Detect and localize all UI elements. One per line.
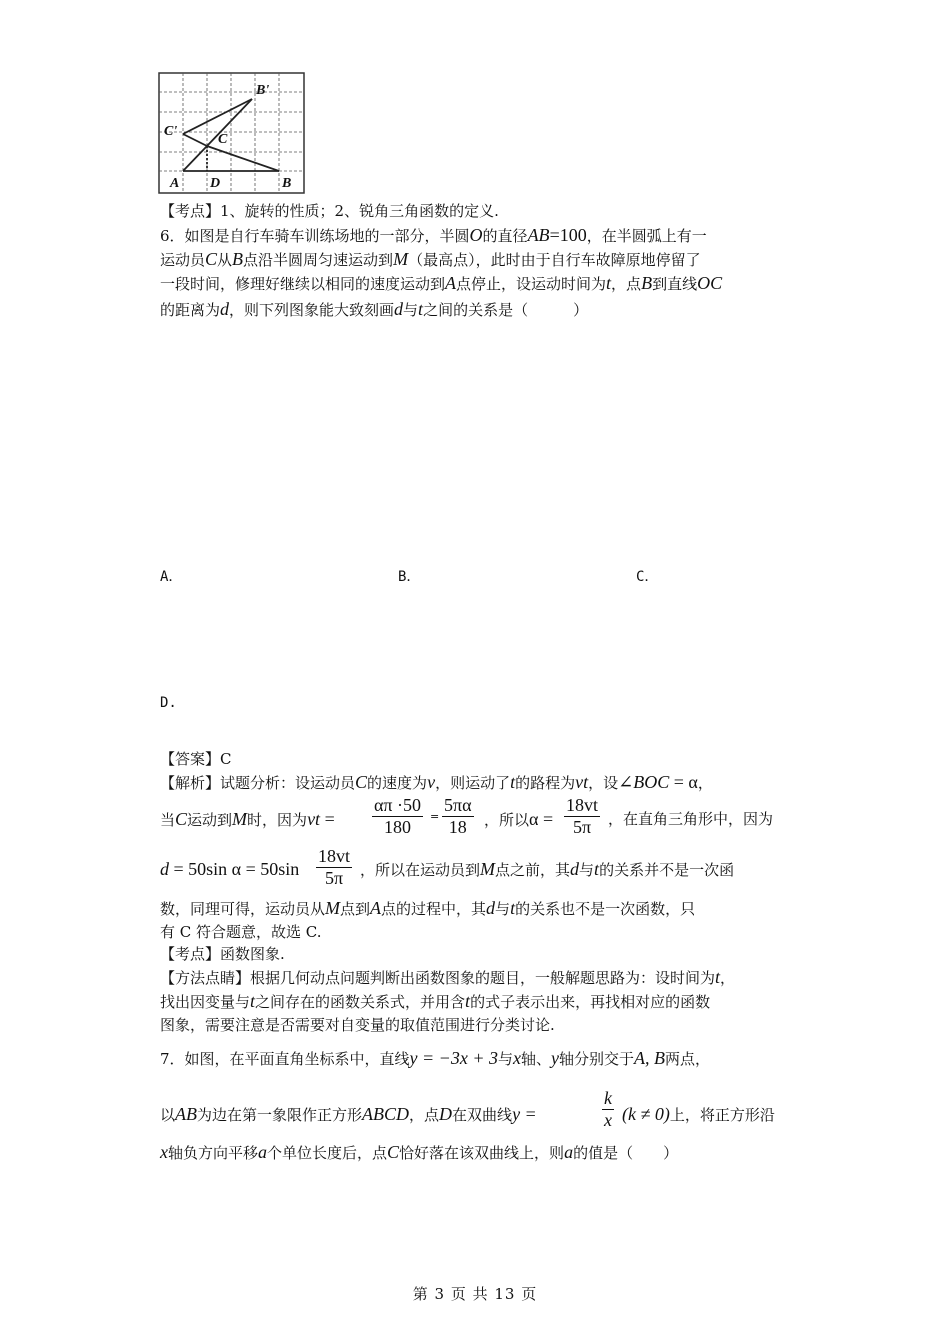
label-B: B bbox=[282, 176, 292, 191]
analysis-line-1: 【解析】试题分析：设运动员C的速度为v，则运动了t的路程为vt，设∠BOC = α， bbox=[160, 772, 713, 792]
answer-value: C bbox=[220, 750, 232, 768]
analysis-line-4: 数，同理可得，运动员从M点到A点的过程中，其d与t的关系也不是一次函数，只 bbox=[160, 898, 696, 918]
q6-line-2: 运动员C从B点沿半圆周匀速运动到M（最高点），此时由于自行车故障原地停留了 bbox=[160, 249, 701, 269]
label-D: D bbox=[210, 176, 221, 191]
document-page: A D B C C' B' 【考点】1、旋转的性质；2、锐角三角函数的定义. 6．如图是自行车骑车训练场地的一部分，半圆O的直径AB=100，在半圆弧上有一 运动员C从B点沿半圆周匀速运动到M（最高点），此时由于自行车故障原地停留了 一段时间，修理好继续以相同的速度运动到A点停止，设运动时间为t，点B到直线OC 的距离为d，则下列图象能大致刻画d与t之间的关系是（ ） A． B． C． D. 【答案】C 【解析】试题分析：设运动员C的速度为v，则运动了t的路程为vt，设∠BOC = α， 当C运动到M时，因为vt = $\frac{\alpha\pi \cdot 50}{180}$ = $\frac{5\pi\alpha}{18}$ ，所以α = $\frac{18vt}{5\pi}$ ，在直角三角形中，因为 d = 50sin α = 50sin $\frac{18vt}{5\pi}$ ，所以在运动员到M点之前，其d与t的关系并不是一次函 数，同理可得，运动员从M点到A点的过程中，其d与t的关系也不是一次函数，只 有 C 符合题意，故选 C. 【考点】函数图象. 【方法点睛】根据几何动点问题判断出函数图象的题目，一般解题思路为：设时间为t， 找出因变量与t之间存在的函数关系式，并用含t的式子表示出来，再找相对应的函数 图象，需要注意是否需要对自变量的取值范围进行分类讨论. 7．如图，在平面直角坐标系中，直线y = −3x + 3与x轴、y轴分别交于A, B两点， 以AB为边在第一象限作正方形ABCD，点D在双曲线y = $\frac{k}{x}$ (k ≠ 0)上，将正方形沿 x轴负方向平移a个单位长度后，点C恰好落在该双曲线上，则a的值是（ ） 第 3 页 共 13 页 bbox=[0, 0, 950, 1344]
q7-line-1: 7．如图，在平面直角坐标系中，直线y = −3x + 3与x轴、y轴分别交于A, B两点， bbox=[160, 1048, 711, 1068]
analysis-line-2: 当C运动到M时，因为vt = bbox=[160, 809, 335, 829]
q6-line-4: 的距离为d，则下列图象能大致刻画d与t之间的关系是（ ） bbox=[160, 299, 589, 319]
fraction-k-over-x: $\frac{k}{x}$ bbox=[604, 1088, 612, 1130]
fraction-2: $\frac{5\pi\alpha}{18}$ bbox=[444, 795, 472, 837]
fraction-1: $\frac{\alpha\pi \cdot 50}{180}$ bbox=[374, 795, 422, 837]
method-line-2: 找出因变量与t之间存在的函数关系式，并用含t的式子表示出来，再找相对应的函数 bbox=[160, 991, 711, 1011]
label-A: A bbox=[170, 176, 180, 191]
q6-line-1: 6．如图是自行车骑车训练场地的一部分，半圆O的直径AB=100，在半圆弧上有一 bbox=[160, 225, 707, 245]
rotation-figure bbox=[158, 72, 306, 194]
kaodian-text: 1、旋转的性质；2、锐角三角函数的定义. bbox=[220, 202, 499, 220]
q5-kaodian bbox=[160, 200, 499, 222]
q7-line-2: 以AB为边在第一象限作正方形ABCD，点D在双曲线y = bbox=[160, 1104, 537, 1124]
option-B: B． bbox=[398, 569, 421, 585]
method-line-1: 【方法点睛】根据几何动点问题判断出函数图象的题目，一般解题思路为：设时间为t， bbox=[160, 967, 736, 987]
label-B-prime: B' bbox=[256, 83, 270, 98]
q6-line-3: 一段时间，修理好继续以相同的速度运动到A点停止，设运动时间为t，点B到直线OC bbox=[160, 273, 723, 293]
option-C: C． bbox=[636, 569, 659, 585]
fraction-3: $\frac{18vt}{5\pi}$ bbox=[566, 795, 599, 837]
q7-line-3: x轴负方向平移a个单位长度后，点C恰好落在该双曲线上，则a的值是（ ） bbox=[160, 1142, 679, 1162]
option-D: D. bbox=[160, 695, 177, 711]
kaodian-tag: 【考点】 bbox=[160, 202, 221, 220]
label-C: C bbox=[218, 132, 228, 147]
fraction-4: $\frac{18vt}{5\pi}$ bbox=[318, 846, 351, 888]
analysis-line-5: 有 C 符合题意，故选 C. bbox=[160, 923, 322, 941]
label-C-prime: C' bbox=[164, 124, 178, 139]
page-footer: 第 3 页 共 13 页 bbox=[412, 1285, 538, 1303]
option-A: A． bbox=[160, 569, 183, 585]
method-line-3: 图象，需要注意是否需要对自变量的取值范围进行分类讨论. bbox=[160, 1016, 555, 1034]
analysis-line-3: d = 50sin α = 50sin bbox=[160, 859, 300, 879]
q6-kaodian: 【考点】函数图象. bbox=[160, 945, 285, 963]
answer-line: 【答案】C bbox=[160, 750, 232, 768]
